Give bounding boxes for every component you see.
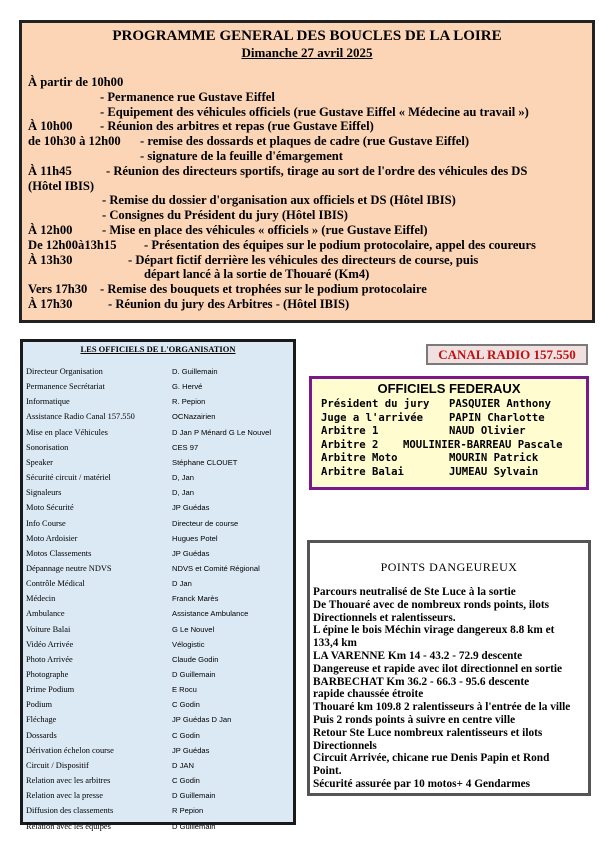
officiel-role: Dépannage neutre NDVS xyxy=(26,563,112,573)
officiels-box xyxy=(20,339,296,831)
danger-line: Thouaré km 109.8 2 ralentisseurs à l'entrée de la ville xyxy=(313,701,571,714)
officiel-row xyxy=(26,470,291,485)
officiel-row xyxy=(26,531,291,546)
danger-line: BARBECHAT Km 36.2 - 66.3 - 95.6 descente xyxy=(313,675,530,688)
schedule-text: - Réunion des arbitres et repas (rue Gustave Eiffel) xyxy=(100,119,374,134)
officiel-name: C Godin xyxy=(172,730,200,740)
schedule-line xyxy=(28,75,588,90)
officiel-role: Diffusion des classements xyxy=(26,806,114,816)
officiel-name: D JAN xyxy=(172,760,194,770)
officiel-row xyxy=(26,803,291,818)
officiel-role: Dossards xyxy=(26,730,57,740)
schedule-time: De 12h00à13h15 xyxy=(28,237,117,252)
officiel-row xyxy=(26,440,291,455)
federal-name: MOULINIER-BARREAU Pascale xyxy=(403,438,563,451)
officiel-row xyxy=(26,622,291,637)
officiel-name: D. Guillemain xyxy=(172,367,218,376)
federal-row xyxy=(321,424,583,438)
officiel-name: D, Jan xyxy=(172,488,194,498)
officiel-name: Hugues Potel xyxy=(172,533,218,543)
programme-title: PROGRAMME GENERAL DES BOUCLES DE LA LOIRE xyxy=(112,28,502,44)
schedule-line xyxy=(28,105,588,120)
danger-line: Circuit Arrivée, chicane rue Denis Papin et Rond xyxy=(313,752,550,765)
officiel-name: JP Guédas xyxy=(172,548,210,558)
dangers-list xyxy=(313,586,585,791)
officiel-row xyxy=(26,743,291,758)
officiels-federaux-box xyxy=(309,376,589,490)
schedule-line xyxy=(28,238,588,253)
officiel-row xyxy=(26,788,291,803)
officiel-name: Claude Godin xyxy=(172,654,219,664)
dangers-title: POINTS DANGEUREUX xyxy=(380,560,518,574)
officiel-role: Fléchage xyxy=(26,715,57,725)
officiel-name: D, Jan xyxy=(172,473,194,483)
schedule-time: À partir de 10h00 xyxy=(28,75,124,89)
federal-role: Arbitre Moto xyxy=(321,452,398,465)
officiel-row xyxy=(26,576,291,591)
officiel-role: Moto Sécurité xyxy=(26,503,74,513)
officiel-name: E Rocu xyxy=(172,685,197,695)
schedule-line xyxy=(28,223,588,238)
officiel-role: Vidéo Arrivée xyxy=(26,639,74,649)
officiel-role: Circuit / Dispositif xyxy=(26,760,89,770)
schedule-time: À 17h30 xyxy=(28,296,73,311)
officiel-name: Vélogistic xyxy=(172,639,205,649)
officiel-role: Mise en place Véhicules xyxy=(26,427,108,437)
officiel-row xyxy=(26,409,291,424)
officiel-name: G. Hervé xyxy=(172,382,203,392)
officiel-row xyxy=(26,712,291,727)
schedule-line xyxy=(28,90,588,105)
officiel-row xyxy=(26,606,291,621)
schedule-line xyxy=(28,149,588,164)
danger-line: Retour Ste Luce nombreux ralentisseurs et ilots xyxy=(313,726,543,739)
federal-role: Président du jury xyxy=(321,398,430,410)
officiel-row xyxy=(26,500,291,515)
officiel-row xyxy=(26,394,291,409)
federal-role: Arbitre 2 xyxy=(321,438,379,451)
schedule-time: Vers 17h30 xyxy=(28,282,88,297)
schedule-time: À 10h00 xyxy=(28,119,73,134)
schedule-line xyxy=(28,282,588,297)
officiel-role: Permanence Secrétariat xyxy=(26,382,105,392)
officiel-name: Assistance Ambulance xyxy=(172,609,249,619)
officiel-role: Médecin xyxy=(26,594,56,604)
officiel-name: JP Guédas xyxy=(172,503,210,513)
officiel-role: Relation avec les équipes xyxy=(26,821,111,831)
officiel-name: D Guillemain xyxy=(172,821,216,831)
federal-row xyxy=(321,397,583,411)
officiel-role: Photographe xyxy=(26,670,69,679)
danger-line: Parcours neutralisé de Ste Luce à la sortie xyxy=(313,586,516,598)
schedule-line xyxy=(28,297,588,312)
schedule-line xyxy=(28,267,588,282)
schedule-line xyxy=(28,134,588,149)
canal-radio-label: CANAL RADIO 157.550 xyxy=(426,344,588,365)
officiel-row xyxy=(26,455,291,470)
federal-name: MOURIN Patrick xyxy=(449,452,539,465)
schedule-text: - Permanence rue Gustave Eiffel xyxy=(100,89,275,104)
officiel-row xyxy=(26,591,291,606)
officiel-row xyxy=(26,728,291,743)
schedule-text: - remise des dossards et plaques de cadre (rue Gustave Eiffel) xyxy=(140,134,470,149)
federal-role: Arbitre 1 xyxy=(321,425,379,438)
federal-role: Juge a l'arrivée xyxy=(321,411,424,424)
officiel-name: D Jan xyxy=(172,579,192,589)
officiel-name: D Guillemain xyxy=(172,670,216,679)
officiel-role: Info Course xyxy=(26,518,66,528)
schedule-text: - Consignes du Président du jury (Hôtel IBIS) xyxy=(102,208,348,223)
federal-name: NAUD Olivier xyxy=(449,425,526,438)
danger-line: L épine le bois Méchin virage dangereux 8.8 km et xyxy=(313,624,555,637)
federal-row xyxy=(321,411,583,425)
officiel-name: Franck Marès xyxy=(172,594,219,604)
officiel-name: C Godin xyxy=(172,776,200,786)
officiel-role: Sécurité circuit / matériel xyxy=(26,473,111,483)
officiel-row xyxy=(26,379,291,394)
points-dangereux-box xyxy=(307,540,591,796)
officiel-name: JP Guédas xyxy=(172,745,210,755)
schedule-time: de 10h30 à 12h00 xyxy=(28,134,121,149)
officiel-role: Motos Classements xyxy=(26,548,92,558)
officiel-name: R Pepion xyxy=(172,806,204,816)
danger-line: Sécurité assurée par 10 motos+ 4 Gendarmes xyxy=(313,777,531,790)
officiel-role: Assistance Radio Canal 157.550 xyxy=(26,412,135,422)
schedule-text: - Remise du dossier d'organisation aux officiels et DS (Hôtel IBIS) xyxy=(102,193,456,208)
officiel-role: Relation avec les arbitres xyxy=(26,776,111,786)
danger-line: Point. xyxy=(313,765,342,778)
danger-line: Dangereuse et rapide avec ilot directionnel en sortie xyxy=(313,662,563,675)
federaux-title: OFFICIELS FEDERAUX xyxy=(377,381,521,396)
officiel-name: CES 97 xyxy=(172,442,199,452)
danger-line: Directionnels xyxy=(313,739,377,752)
schedule-line xyxy=(28,164,588,179)
officiel-row xyxy=(26,682,291,697)
danger-line: Puis 2 ronds points à suivre en centre ville xyxy=(313,713,516,726)
officiel-row xyxy=(26,485,291,500)
schedule-time: (Hôtel IBIS) xyxy=(28,178,95,193)
officiel-role: Prime Podium xyxy=(26,685,75,695)
officiel-role: Directeur Organisation xyxy=(26,367,103,376)
schedule-time: À 11h45 xyxy=(28,163,72,178)
federal-name: PASQUIER Anthony xyxy=(449,398,552,410)
officiel-row xyxy=(26,697,291,712)
officiel-row xyxy=(26,758,291,773)
officiel-row xyxy=(26,637,291,652)
officiel-role: Relation avec la presse xyxy=(26,791,103,801)
schedule-line xyxy=(28,208,588,223)
officiel-role: Contrôle Médical xyxy=(26,579,85,589)
danger-line: Directionnels et ralentisseurs. xyxy=(313,611,456,624)
officiel-row xyxy=(26,364,291,379)
officiel-name: D Guillemain xyxy=(172,791,216,801)
schedule-text: - Départ fictif derrière les véhicules des directeurs de course, puis xyxy=(128,252,479,267)
schedule-line xyxy=(28,179,588,194)
schedule-line xyxy=(28,119,588,134)
federal-row xyxy=(321,451,583,465)
officiel-role: Voiture Balai xyxy=(26,624,71,634)
schedule-text: - Réunion des directeurs sportifs, tirage au sort de l'ordre des véhicules des DS xyxy=(106,163,528,178)
schedule-line xyxy=(28,253,588,268)
programme-box xyxy=(19,20,595,323)
schedule-text: départ lancé à la sortie de Thouaré (Km4) xyxy=(144,267,370,282)
officiel-name: NDVS et Comité Régional xyxy=(172,563,260,573)
officiel-name: OCNazairien xyxy=(172,412,216,422)
officiel-row xyxy=(26,425,291,440)
federal-role: Arbitre Balai xyxy=(321,466,404,478)
federal-row xyxy=(321,438,583,452)
danger-line: rapide chaussée étroite xyxy=(313,688,424,701)
schedule-list xyxy=(28,75,588,312)
danger-line: 133,4 km xyxy=(313,637,357,650)
officiel-role: Photo Arrivée xyxy=(26,654,73,664)
officiel-row xyxy=(26,773,291,788)
schedule-time: À 13h30 xyxy=(28,252,73,267)
federal-row xyxy=(321,465,583,479)
officiel-role: Informatique xyxy=(26,397,70,407)
officiel-name: JP Guédas D Jan xyxy=(172,715,232,725)
officiel-name: C Godin xyxy=(172,700,200,710)
officiel-row xyxy=(26,516,291,531)
officiel-name: G Le Nouvel xyxy=(172,624,215,634)
officiel-name: Directeur de course xyxy=(172,518,239,528)
schedule-text: - Présentation des équipes sur le podium protocolaire, appel des coureurs xyxy=(144,237,536,252)
schedule-text: - Réunion du jury des Arbitres - (Hôtel IBIS) xyxy=(108,296,350,311)
schedule-time: À 12h00 xyxy=(28,222,73,237)
officiel-name: Stéphane CLOUET xyxy=(172,457,238,467)
schedule-text: - signature de la feuille d'émargement xyxy=(140,148,343,163)
officiel-role: Moto Ardoisier xyxy=(26,533,78,543)
programme-date: Dimanche 27 avril 2025 xyxy=(241,45,373,60)
officiel-role: Signaleurs xyxy=(26,488,62,498)
officiel-role: Dérivation échelon course xyxy=(26,745,114,755)
schedule-text: - Mise en place des véhicules « officiels » (rue Gustave Eiffel) xyxy=(102,222,428,237)
officiel-role: Podium xyxy=(26,700,53,710)
officiel-row xyxy=(26,667,291,682)
danger-line: De Thouaré avec de nombreux ronds points, ilots xyxy=(313,598,550,611)
schedule-text: - Equipement des véhicules officiels (rue Gustave Eiffel « Médecine au travail ») xyxy=(100,104,529,119)
officiel-row xyxy=(26,819,291,834)
officiel-role: Sonorisation xyxy=(26,442,69,452)
officiel-role: Speaker xyxy=(26,457,53,467)
danger-line: LA VARENNE Km 14 - 43.2 - 72.9 descente xyxy=(313,649,523,662)
officiel-name: D Jan P Ménard G Le Nouvel xyxy=(172,427,272,437)
officiel-role: Ambulance xyxy=(26,609,65,619)
schedule-line xyxy=(28,193,588,208)
officiel-name: R. Pepion xyxy=(172,397,206,407)
officiel-row xyxy=(26,652,291,667)
officiels-title: LES OFFICIELS DE L'ORGANISATION xyxy=(80,344,236,354)
federal-name: JUMEAU Sylvain xyxy=(449,466,539,478)
federal-name: PAPIN Charlotte xyxy=(449,411,545,424)
officiel-row xyxy=(26,561,291,576)
schedule-text: - Remise des bouquets et trophées sur le podium protocolaire xyxy=(100,282,427,297)
officiel-row xyxy=(26,546,291,561)
